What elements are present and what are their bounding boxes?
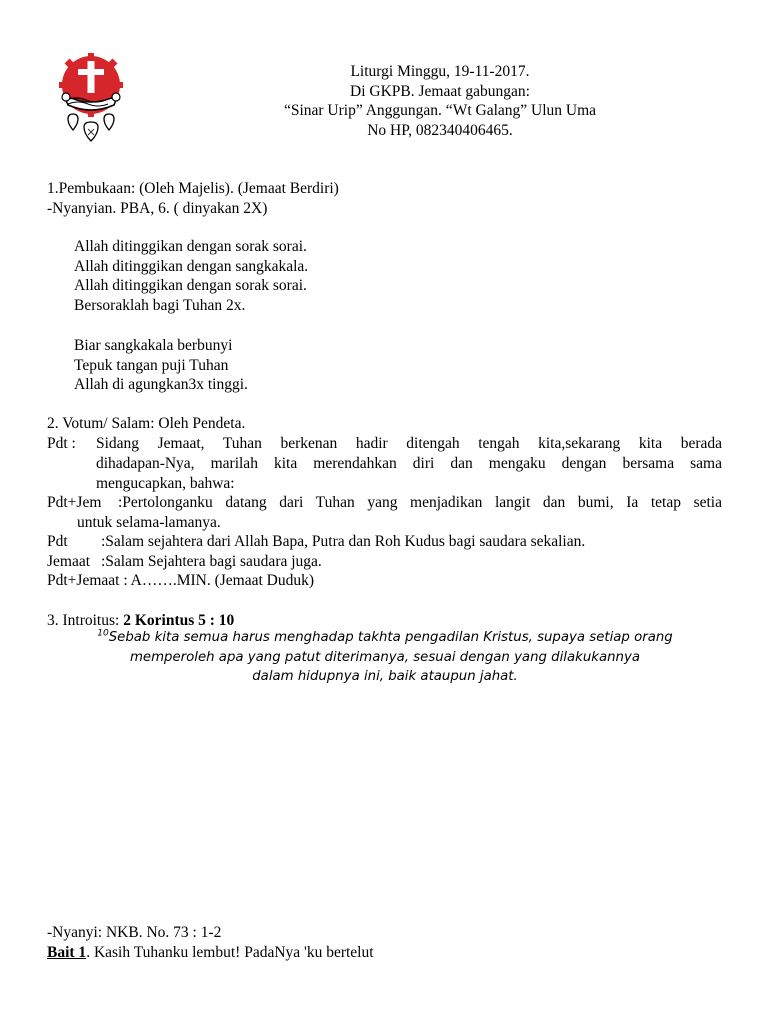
bait-line	[47, 943, 374, 963]
liturgy-text: dihadapan-Nya, marilah kita merendahkan diri dan mengaku dengan bersama sama	[96, 455, 722, 472]
section2-title: 2. Votum/ Salam: Oleh Pendeta.	[47, 415, 246, 432]
header-church: Di GKPB. Jemaat gabungan:	[350, 82, 530, 100]
stanza-line: Bersoraklah bagi Tuhan 2x.	[74, 296, 246, 314]
pdt-line-2	[96, 454, 722, 474]
pdtjem-line-2: untuk selama-lamanya.	[77, 514, 221, 531]
liturgy-text: :Salam Sejahtera bagi saudara juga.	[101, 553, 322, 570]
scripture-reference: 2 Korintus 5 : 10	[123, 612, 235, 629]
verse-line: Sebab kita semua harus menghadap takhta pengadilan Kristus, supaya setiap orang	[108, 630, 673, 645]
section3-label: 3. Introitus:	[47, 612, 124, 629]
stanza-line: Allah ditinggikan dengan sorak sorai.	[74, 277, 307, 295]
verse-number: 10	[97, 628, 109, 639]
header-phone: No HP, 082340406465.	[367, 121, 513, 139]
header	[220, 62, 660, 140]
speaker-label: Jemaat	[47, 553, 91, 570]
jemaat-salam	[47, 552, 722, 572]
liturgy-text: :Pertolonganku datang dari Tuhan yang menjadikan langit dan bumi, Ia tetap setia	[118, 494, 722, 511]
stanza-2	[74, 336, 248, 395]
stanza-1	[74, 237, 308, 315]
pdt-salam	[47, 532, 722, 552]
header-title: Liturgi Minggu, 19-11-2017.	[350, 63, 530, 80]
stanza-line: Allah ditinggikan dengan sorak sorai.	[74, 238, 307, 255]
bait-label: Bait 1	[47, 944, 87, 961]
stanza-line: Tepuk tangan puji Tuhan	[74, 356, 229, 374]
section1	[47, 179, 339, 218]
section1-song: -Nyanyian. PBA, 6. ( dinyakan 2X)	[47, 199, 268, 217]
speaker-label: Pdt+Jem	[47, 494, 102, 511]
header-congregations: “Sinar Urip” Anggungan. “Wt Galang” Ulun Uma	[283, 102, 597, 120]
speaker-label: Pdt :	[47, 435, 76, 452]
pdtjem-line-1	[47, 493, 722, 513]
liturgy-text: Sidang Jemaat, Tuhan berkenan hadir ditengah tengah kita,sekarang kita berada	[96, 435, 722, 452]
scripture-verse	[60, 628, 710, 687]
stanza-line: Allah ditinggikan dengan sangkakala.	[74, 257, 309, 275]
verse-line: dalam hidupnya ini, baik ataupun jahat.	[252, 669, 518, 685]
bait-text: . Kasih Tuhanku lembut! PadaNya 'ku bertelut	[86, 944, 374, 961]
stanza-line: Biar sangkakala berbunyi	[74, 337, 233, 354]
pdt-jemaat-amin: Pdt+Jemaat : A…….MIN. (Jemaat Duduk)	[47, 572, 315, 589]
liturgy-text: :Salam sejahtera dari Allah Bapa, Putra dan Roh Kudus bagi saudara sekalian.	[101, 533, 586, 550]
stanza-line: Allah di agungkan3x tinggi.	[74, 376, 248, 394]
pdt-line-1	[47, 434, 722, 454]
verse-line: memperoleh apa yang patut diterimanya, sesuai dengan yang dilakukannya	[129, 649, 641, 665]
speaker-label: Pdt	[47, 533, 68, 550]
church-logo	[56, 53, 126, 148]
section1-title: 1.Pembukaan: (Oleh Majelis). (Jemaat Berdiri)	[47, 180, 339, 197]
footer-song: -Nyanyi: NKB. No. 73 : 1-2	[47, 924, 222, 941]
pdt-line-3: mengucapkan, bahwa:	[96, 475, 235, 492]
